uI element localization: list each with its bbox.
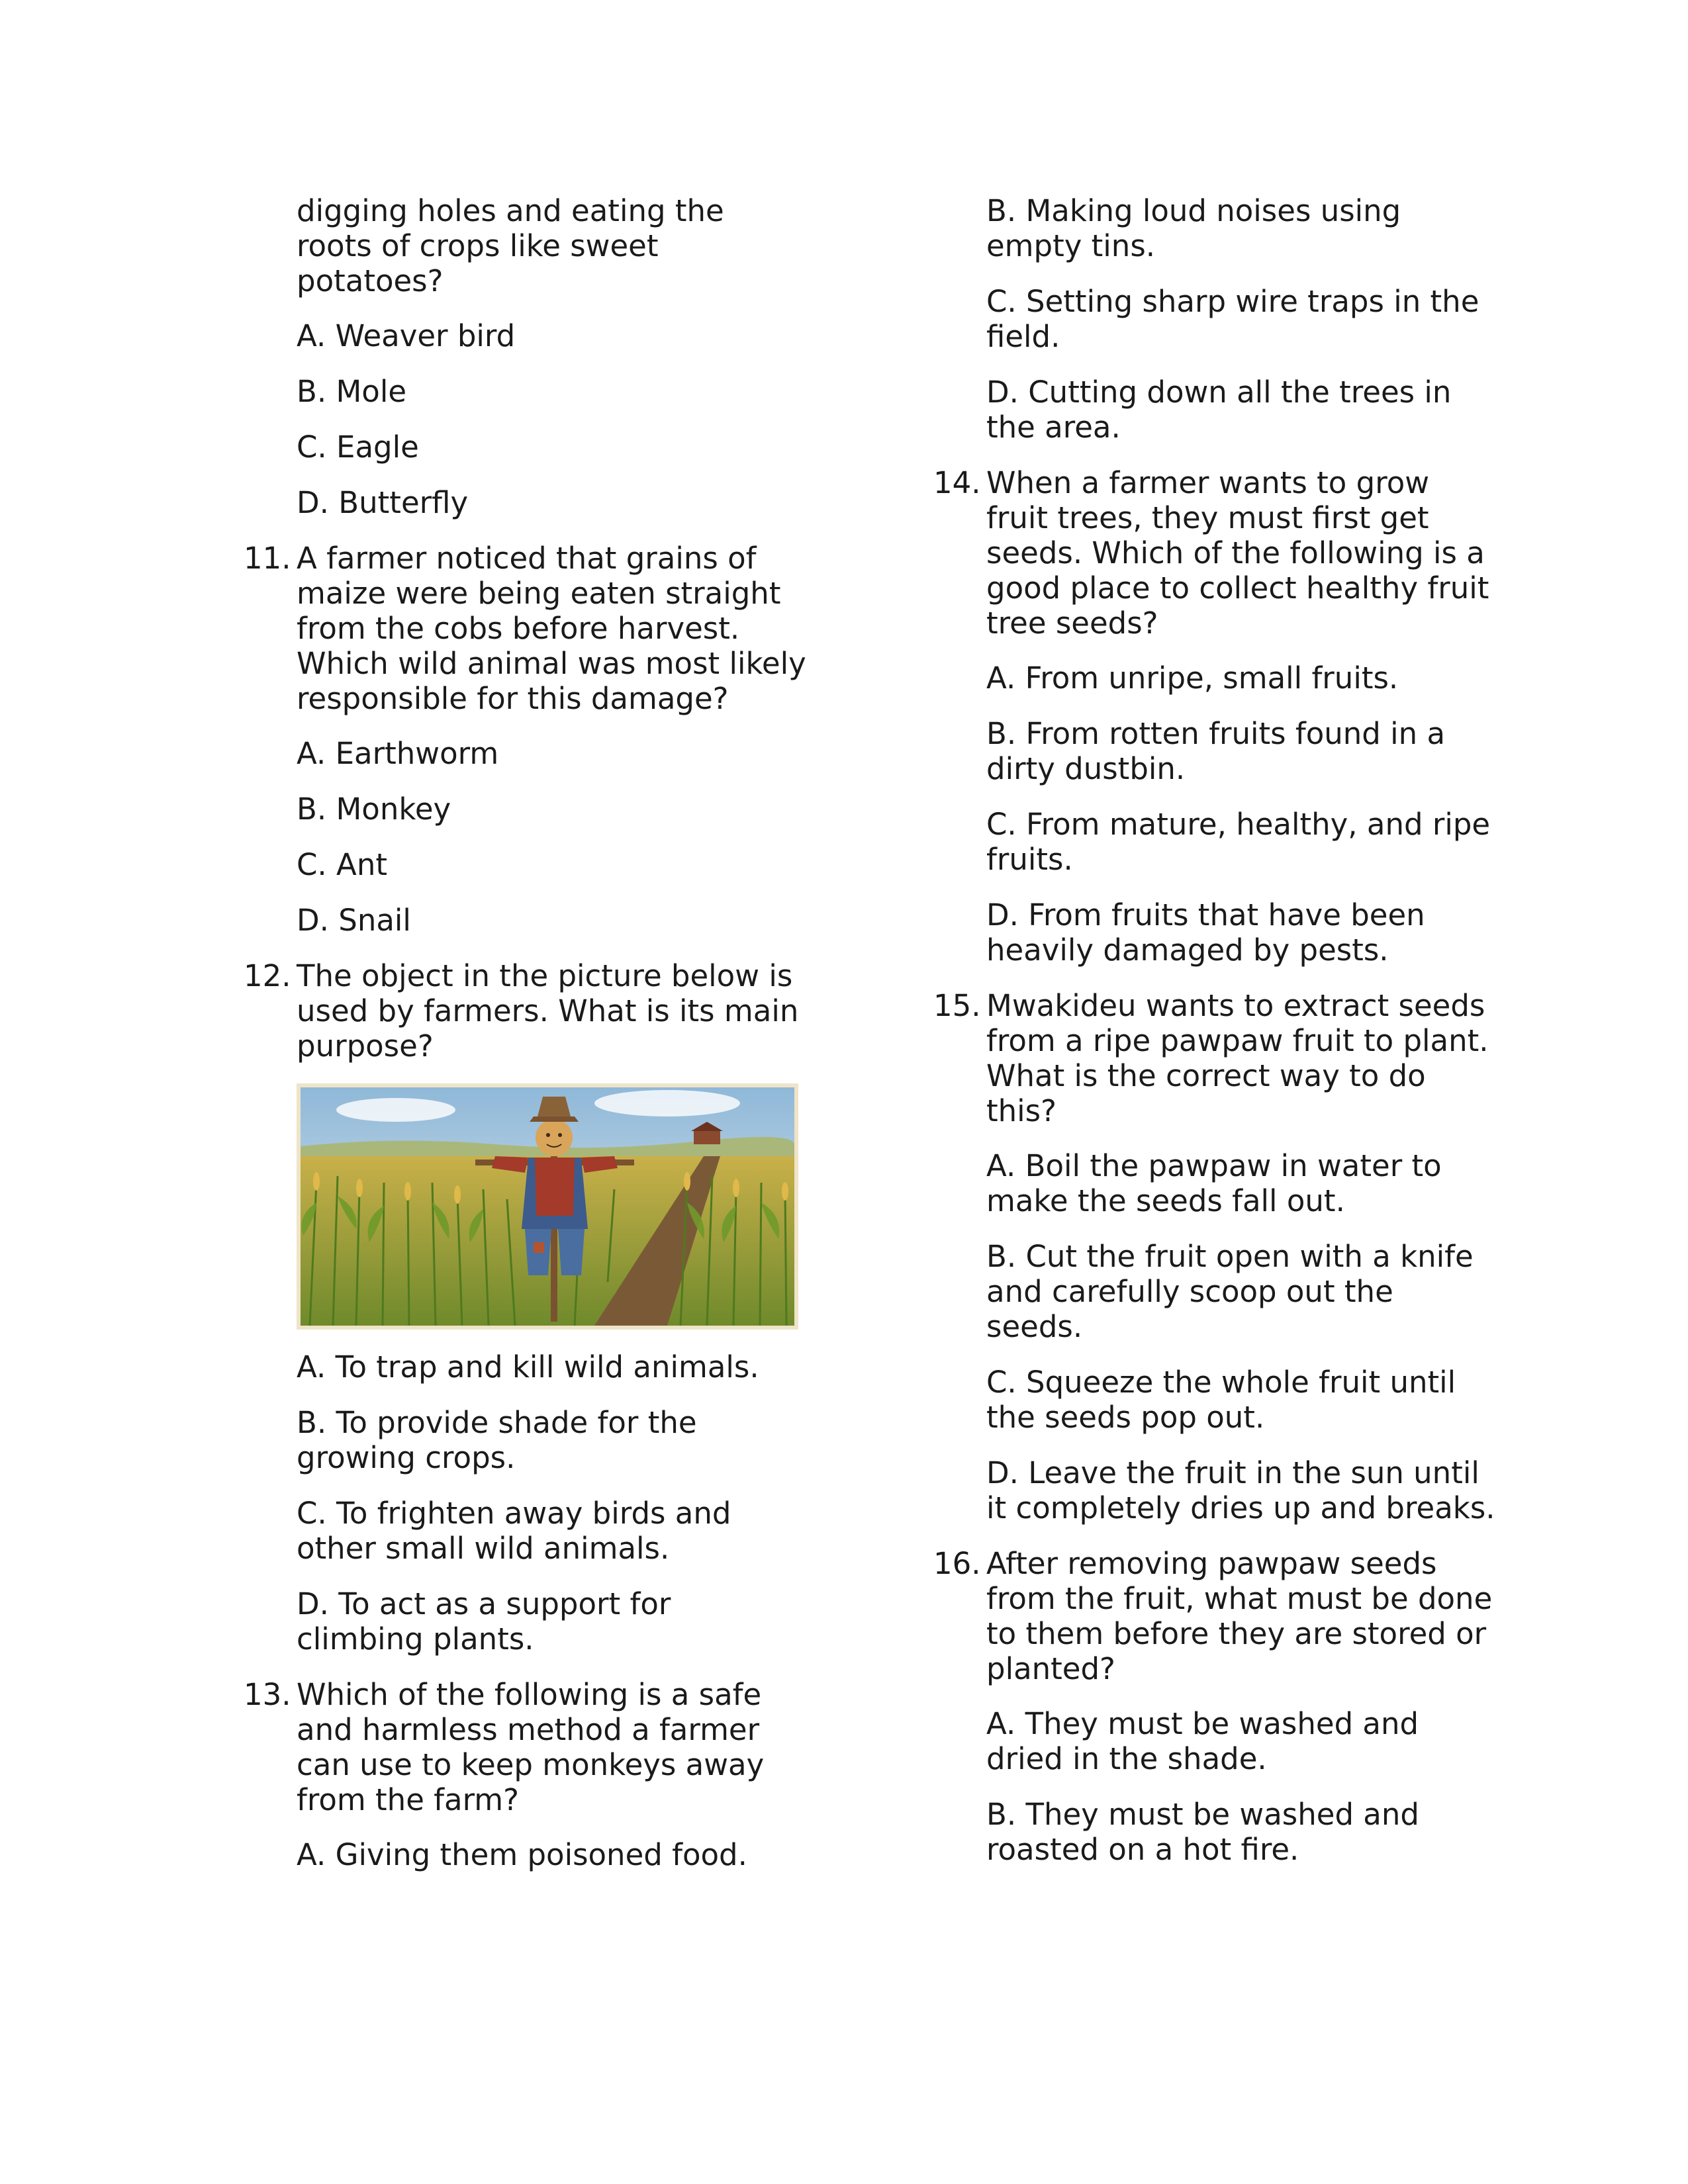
question-12 [244,958,806,1064]
q11-option-c: C. Ant [297,847,387,882]
question-11 [244,541,806,716]
question-number: 11. [244,541,291,576]
question-text: A farmer noticed that grains of maize were being eaten straight from the cobs before harvest. Which wild animal was most likely responsible for this damage? [297,541,806,716]
q11-option-d: D. Snail [297,903,411,938]
left-column [244,193,806,1893]
question-15 [933,988,1496,1128]
question-14 [933,465,1496,641]
q14-option-c: C. From mature, healthy, and ripe fruits. [986,807,1491,877]
right-column [933,193,1496,1888]
q12-option-d: D. To act as a support for climbing plants. [297,1586,671,1657]
q13-option-c: C. Setting sharp wire traps in the field. [986,284,1479,354]
q11-option-a: A. Earthworm [297,736,499,771]
q12-option-a: A. To trap and kill wild animals. [297,1349,759,1385]
q10-option-b: B. Mole [297,374,407,409]
question-number: 14. [933,465,981,500]
q11-option-b: B. Monkey [297,792,451,827]
question-text: Which of the following is a safe and harmless method a farmer can use to keep monkeys away from the farm? [297,1677,765,1817]
question-number: 16. [933,1546,981,1581]
q15-option-b: B. Cut the fruit open with a knife and carefully scoop out the seeds. [986,1239,1474,1344]
q10-option-a: A. Weaver bird [297,318,516,353]
question-text: The object in the picture below is used by farmers. What is its main purpose? [297,958,799,1064]
question-16 [933,1546,1496,1686]
question-number: 13. [244,1677,291,1712]
q10-option-c: C. Eagle [297,430,419,465]
scarecrow-picture [297,1083,798,1330]
q15-option-c: C. Squeeze the whole fruit until the seeds pop out. [986,1365,1456,1435]
q13-option-b: B. Making loud noises using empty tins. [986,193,1401,263]
q15-option-d: D. Leave the fruit in the sun until it completely dries up and breaks. [986,1455,1495,1525]
question-number: 15. [933,988,981,1023]
question-text: After removing pawpaw seeds from the fruit, what must be done to them before they are stored or planted? [986,1546,1493,1686]
question-text: Mwakideu wants to extract seeds from a ripe pawpaw fruit to plant. What is the correct way to do this? [986,988,1489,1128]
question-13 [244,1677,806,1817]
question-number: 12. [244,958,291,993]
q14-option-d: D. From fruits that have been heavily damaged by pests. [986,897,1425,968]
q12-option-c: C. To frighten away birds and other small wild animals. [297,1496,731,1566]
q14-option-a: A. From unripe, small fruits. [986,660,1399,696]
question-10-continuation: digging holes and eating the roots of crops like sweet potatoes? [297,193,724,298]
q14-option-b: B. From rotten fruits found in a dirty dustbin. [986,716,1446,786]
q13-option-d: D. Cutting down all the trees in the area. [986,375,1452,445]
q13-option-a: A. Giving them poisoned food. [297,1837,747,1872]
question-text: When a farmer wants to grow fruit trees, they must first get seeds. Which of the following is a good place to collect healthy fruit tree seeds? [986,465,1489,641]
q16-option-b: B. They must be washed and roasted on a hot fire. [986,1797,1419,1867]
q12-option-b: B. To provide shade for the growing crops. [297,1405,697,1475]
q10-option-d: D. Butterfly [297,485,469,520]
q16-option-a: A. They must be washed and dried in the shade. [986,1706,1419,1776]
q15-option-a: A. Boil the pawpaw in water to make the seeds fall out. [986,1148,1442,1218]
